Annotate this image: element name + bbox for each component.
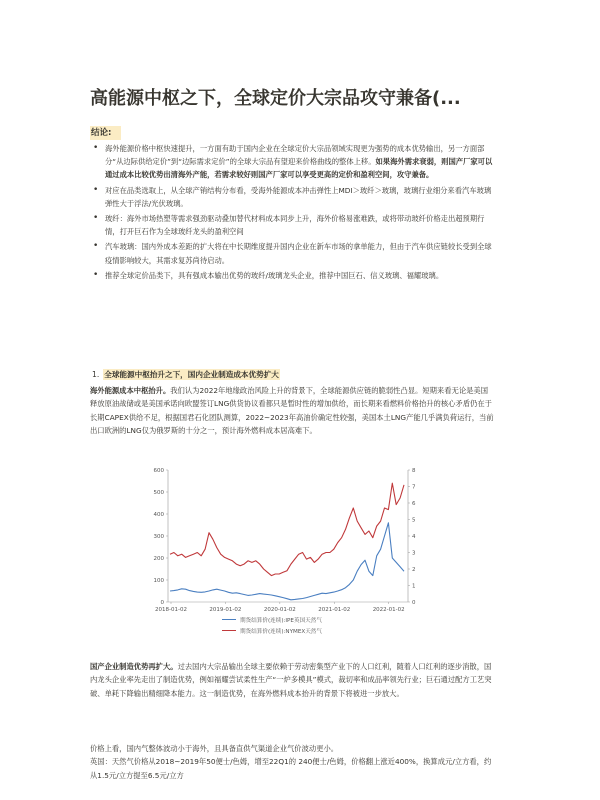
- section-heading-text: 全球能源中枢抬升之下，国内企业制造成本优势扩大: [104, 370, 279, 379]
- legend-swatch: [222, 619, 236, 620]
- series-line: [170, 523, 404, 600]
- x-tick-label: 2022-01-02: [372, 607, 405, 612]
- legend-label: 期货结算价(连续):IPE英国天然气: [240, 617, 322, 624]
- x-tick-label: 2019-01-02: [209, 607, 242, 612]
- section-heading: [90, 368, 490, 382]
- paragraph-line: 价格上看，国内气整体波动小于海外，且具备直供气渠道企业气价波动更小。: [90, 744, 339, 753]
- y-tick-label-left: 200: [153, 556, 164, 562]
- bullet-item: [90, 269, 494, 282]
- legend-label: 期货结算价(连续):NYMEX天然气: [240, 628, 322, 635]
- section-number: 1.: [92, 370, 100, 379]
- series-line: [170, 483, 404, 575]
- y-tick-label-right: 8: [412, 468, 416, 474]
- bullet-text: 对应在品类选取上，从全球产销结构分布看，受海外能源成本冲击弹性上MDI＞玻纤＞玻璃，玻璃行业细分来看汽车玻璃弹性大于浮法/光伏玻璃。: [105, 185, 492, 208]
- x-tick-label: 2018-01-02: [155, 607, 187, 612]
- legend-item-nymex: [222, 625, 422, 636]
- page-title: 高能源中枢之下，全球定价大宗品攻守兼备(...: [90, 88, 461, 109]
- bullet-item: [90, 142, 494, 182]
- y-tick-label-left: 400: [153, 512, 164, 518]
- paragraph-line: 英国：天然气价格从2018~2019年50便士/色姆，增至22Q1的 240便士/色姆，价格翻上涨近400%，换算成元/立方看，约从1.5元/立方提至6.5元/立方: [90, 757, 492, 780]
- paragraph-prices: [90, 742, 494, 782]
- chart-legend: [222, 614, 422, 636]
- summary-label: 结论:: [90, 126, 121, 140]
- y-tick-label-left: 500: [153, 490, 164, 496]
- y-tick-label-right: 1: [412, 583, 416, 590]
- y-tick-label-right: 2: [412, 567, 416, 573]
- x-tick-label: 2020-01-02: [263, 607, 296, 612]
- bullet-text: 汽车玻璃：国内外成本差距的扩大将在中长期维度提升国内企业在新车市场的拿单能力，但由于汽车供应链较长受到全球疫情影响较大，其需求复苏尚待启动。: [105, 242, 492, 265]
- bullet-text: 推荐全球定价品类下，具有强成本输出优势的玻纤/玻璃龙头企业，推荐中国巨石、信义玻璃、福耀玻璃。: [105, 270, 444, 280]
- paragraph-lead: 国产企业制造优势再扩大。: [90, 662, 178, 671]
- summary-bullets: [90, 142, 494, 284]
- paragraph-body: 过去国内大宗品输出全球主要依赖于劳动密集型产业下的人口红利，随着人口红利的逐步消散，国内龙头企业率先走出了制造优势，例如福耀尝试柔性生产“一炉多模具”模式，裁切率和成品率领先行业；巨石通过配方工艺突破、单耗下降输出精细降本能力。这一制造优势，在海外燃料成本抬升的背景下将被进一步放大。: [90, 662, 492, 698]
- y-tick-label-right: 0: [412, 600, 416, 606]
- bullet-item: [90, 212, 494, 238]
- y-tick-label-right: 3: [412, 550, 416, 557]
- legend-swatch: [222, 630, 236, 631]
- y-tick-label-right: 5: [412, 517, 416, 524]
- y-tick-label-left: 100: [153, 578, 164, 584]
- bullet-item: [90, 240, 494, 266]
- bullet-text: 玻纤：海外市场热塑等需求强劲驱动叠加替代材料成本同步上升，海外价格易涨难跌，或将带动玻纤价格走出超预期行情，打开巨石作为全球玻纤龙头的盈利空间: [105, 214, 485, 237]
- bullet-bold-text: 如果海外需求衰弱，则国产厂家可以通过成本比较优势出清海外产能，若需求较好则国产厂家可以享受更高的定价和盈利空间，攻守兼备。: [105, 157, 493, 180]
- bullet-item: [90, 184, 494, 210]
- y-tick-label-left: 600: [153, 468, 164, 474]
- y-tick-label-left: 300: [153, 534, 164, 540]
- chart-svg: [140, 462, 440, 612]
- x-tick-label: 2021-01-02: [318, 607, 351, 612]
- y-tick-label-right: 7: [412, 484, 416, 491]
- paragraph-manufacturing: [90, 660, 494, 700]
- y-tick-label-right: 4: [412, 534, 416, 540]
- paragraph-body: 我们认为2022年地缘政治风险上升的背景下，全球能源供应链的脆弱性凸显。短期来看无论是美国释放原油战储或是美国承诺向欧盟签订LNG供货协议看都只是暂时性的增加供给，而长期来看燃料价格抬升的核心矛盾仍在于长期CAPEX供给不足，根据国君石化团队测算，2022~2023年高油价确定性较强，美国本土LNG产能几乎满负荷运行，当前出口欧洲的LNG仅为俄罗斯的十分之一，预计海外燃料成本居高难下。: [90, 386, 494, 436]
- bullet-text: 海外能源价格中枢快速提升，一方面有助于国内企业在全球定价大宗品领域实现更为强势的成本优势输出，另一方面部分“从边际供给定价”到“边际需求定价”的全球大宗品有望迎来价格曲线的整体上移。: [105, 144, 485, 167]
- y-tick-label-left: 0: [160, 600, 164, 606]
- paragraph-energy-cost: [90, 384, 494, 438]
- y-tick-label-right: 6: [412, 501, 416, 507]
- paragraph-lead: 海外能源成本中枢抬升。: [90, 386, 171, 395]
- legend-item-ipe: [222, 614, 422, 625]
